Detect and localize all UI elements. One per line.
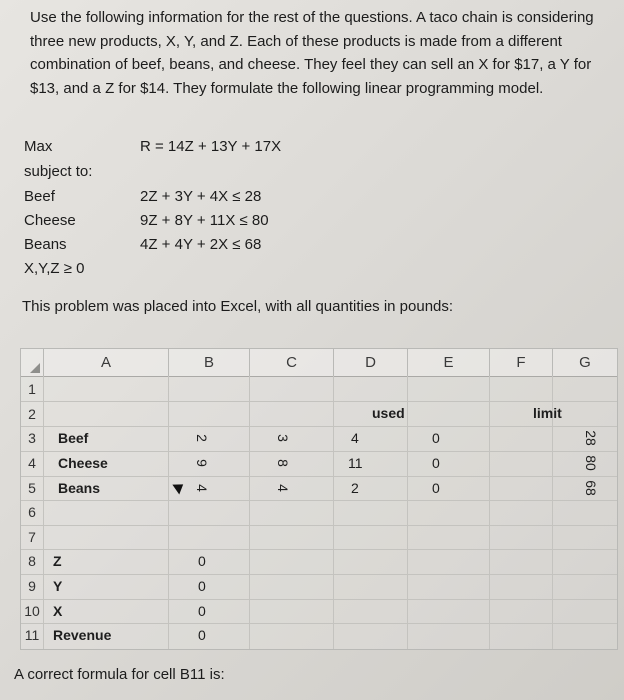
- row-header-3[interactable]: 3: [28, 430, 36, 446]
- column-header-f[interactable]: F: [490, 349, 553, 376]
- row-header-11[interactable]: 11: [24, 627, 40, 643]
- cell-e3[interactable]: 0: [432, 430, 440, 446]
- cell-a3-beef[interactable]: Beef: [58, 430, 89, 446]
- select-all-icon: [30, 363, 40, 373]
- grid-line: [43, 376, 44, 649]
- grid-line: [249, 376, 250, 649]
- grid-line: [21, 401, 617, 402]
- row-header-1[interactable]: 1: [28, 381, 36, 397]
- grid-line: [21, 451, 617, 452]
- cell-b9[interactable]: 0: [198, 578, 206, 594]
- row-header-8[interactable]: 8: [28, 553, 36, 569]
- grid-line: [333, 376, 334, 649]
- cell-e2-used-header[interactable]: used: [372, 405, 405, 421]
- nonnegativity-constraint: X,Y,Z ≥ 0: [24, 260, 85, 277]
- cell-g3[interactable]: 28: [582, 430, 599, 446]
- grid-line: [21, 574, 617, 575]
- column-header-b[interactable]: B: [169, 349, 250, 376]
- constraint-label: Cheese: [24, 212, 76, 229]
- grid-line: [21, 426, 617, 427]
- grid-line: [21, 476, 617, 477]
- row-header-2[interactable]: 2: [28, 406, 36, 422]
- spreadsheet-grid: [20, 348, 618, 650]
- cell-e4[interactable]: 0: [432, 455, 440, 471]
- grid-line: [21, 525, 617, 526]
- column-header-e[interactable]: E: [408, 349, 490, 376]
- cell-d3[interactable]: 4: [351, 430, 359, 446]
- grid-line: [21, 599, 617, 600]
- grid-line: [407, 376, 408, 649]
- constraint-expression: 9Z + 8Y + 11X ≤ 80: [140, 212, 269, 229]
- column-header-d[interactable]: D: [334, 349, 408, 376]
- cell-c5[interactable]: 4: [274, 484, 291, 492]
- cell-a4-cheese[interactable]: Cheese: [58, 455, 108, 471]
- mouse-cursor-icon: [172, 480, 186, 495]
- cell-e5[interactable]: 0: [432, 480, 440, 496]
- row-header-4[interactable]: 4: [28, 455, 36, 471]
- grid-line: [168, 376, 169, 649]
- cell-b10[interactable]: 0: [198, 603, 206, 619]
- cell-b3[interactable]: 2: [193, 434, 210, 442]
- grid-line: [489, 376, 490, 649]
- row-header-5[interactable]: 5: [28, 480, 36, 496]
- row-header-6[interactable]: 6: [28, 504, 36, 520]
- cell-b4[interactable]: 9: [193, 459, 210, 467]
- row-header-7[interactable]: 7: [28, 529, 36, 545]
- grid-line: [21, 500, 617, 501]
- column-header-bar: [21, 349, 617, 377]
- question-text: A correct formula for cell B11 is:: [14, 666, 225, 683]
- excel-note: This problem was placed into Excel, with all quantities in pounds:: [22, 298, 454, 315]
- grid-line: [21, 549, 617, 550]
- cell-c4[interactable]: 8: [274, 459, 291, 467]
- cell-a5-beans[interactable]: Beans: [58, 480, 101, 496]
- cell-b5[interactable]: 4: [193, 484, 210, 492]
- cell-b11[interactable]: 0: [198, 627, 206, 643]
- column-header-c[interactable]: C: [250, 349, 334, 376]
- cell-g4[interactable]: 80: [582, 455, 599, 471]
- row-header-9[interactable]: 9: [28, 578, 36, 594]
- constraint-label: Beans: [24, 236, 67, 253]
- cell-g5[interactable]: 68: [582, 480, 599, 496]
- intro-paragraph: Use the following information for the rest of the questions. A taco chain is considering three new products, X, Y, and Z. Each of these products is made from a different combination of beef, beans, and cheese. They feel they can sell an X for $17, a Y for $13, and a Z for $14. They formulate the following linear programming model.: [30, 9, 594, 97]
- cell-c3[interactable]: 3: [274, 434, 291, 442]
- cell-b8[interactable]: 0: [198, 553, 206, 569]
- constraint-label: Beef: [24, 188, 55, 205]
- cell-a9-y[interactable]: Y: [53, 578, 63, 594]
- cell-a8-z[interactable]: Z: [53, 553, 62, 569]
- constraint-expression: 2Z + 3Y + 4X ≤ 28: [140, 188, 262, 205]
- subject-to-label: subject to:: [24, 163, 93, 180]
- objective-function: R = 14Z + 13Y + 17X: [140, 138, 282, 155]
- select-all-corner[interactable]: [21, 349, 44, 376]
- cell-g2-limit-header[interactable]: limit: [533, 405, 562, 421]
- column-header-g[interactable]: G: [579, 354, 591, 371]
- cell-d5[interactable]: 2: [351, 480, 359, 496]
- cell-a10-x[interactable]: X: [53, 603, 63, 619]
- grid-line: [21, 623, 617, 624]
- column-header-a[interactable]: A: [44, 349, 169, 376]
- cell-d4[interactable]: 11: [348, 455, 363, 471]
- objective-label: Max: [24, 138, 53, 155]
- constraint-expression: 4Z + 4Y + 2X ≤ 68: [140, 236, 262, 253]
- cell-a11-revenue[interactable]: Revenue: [53, 627, 112, 643]
- row-header-10[interactable]: 10: [24, 603, 40, 619]
